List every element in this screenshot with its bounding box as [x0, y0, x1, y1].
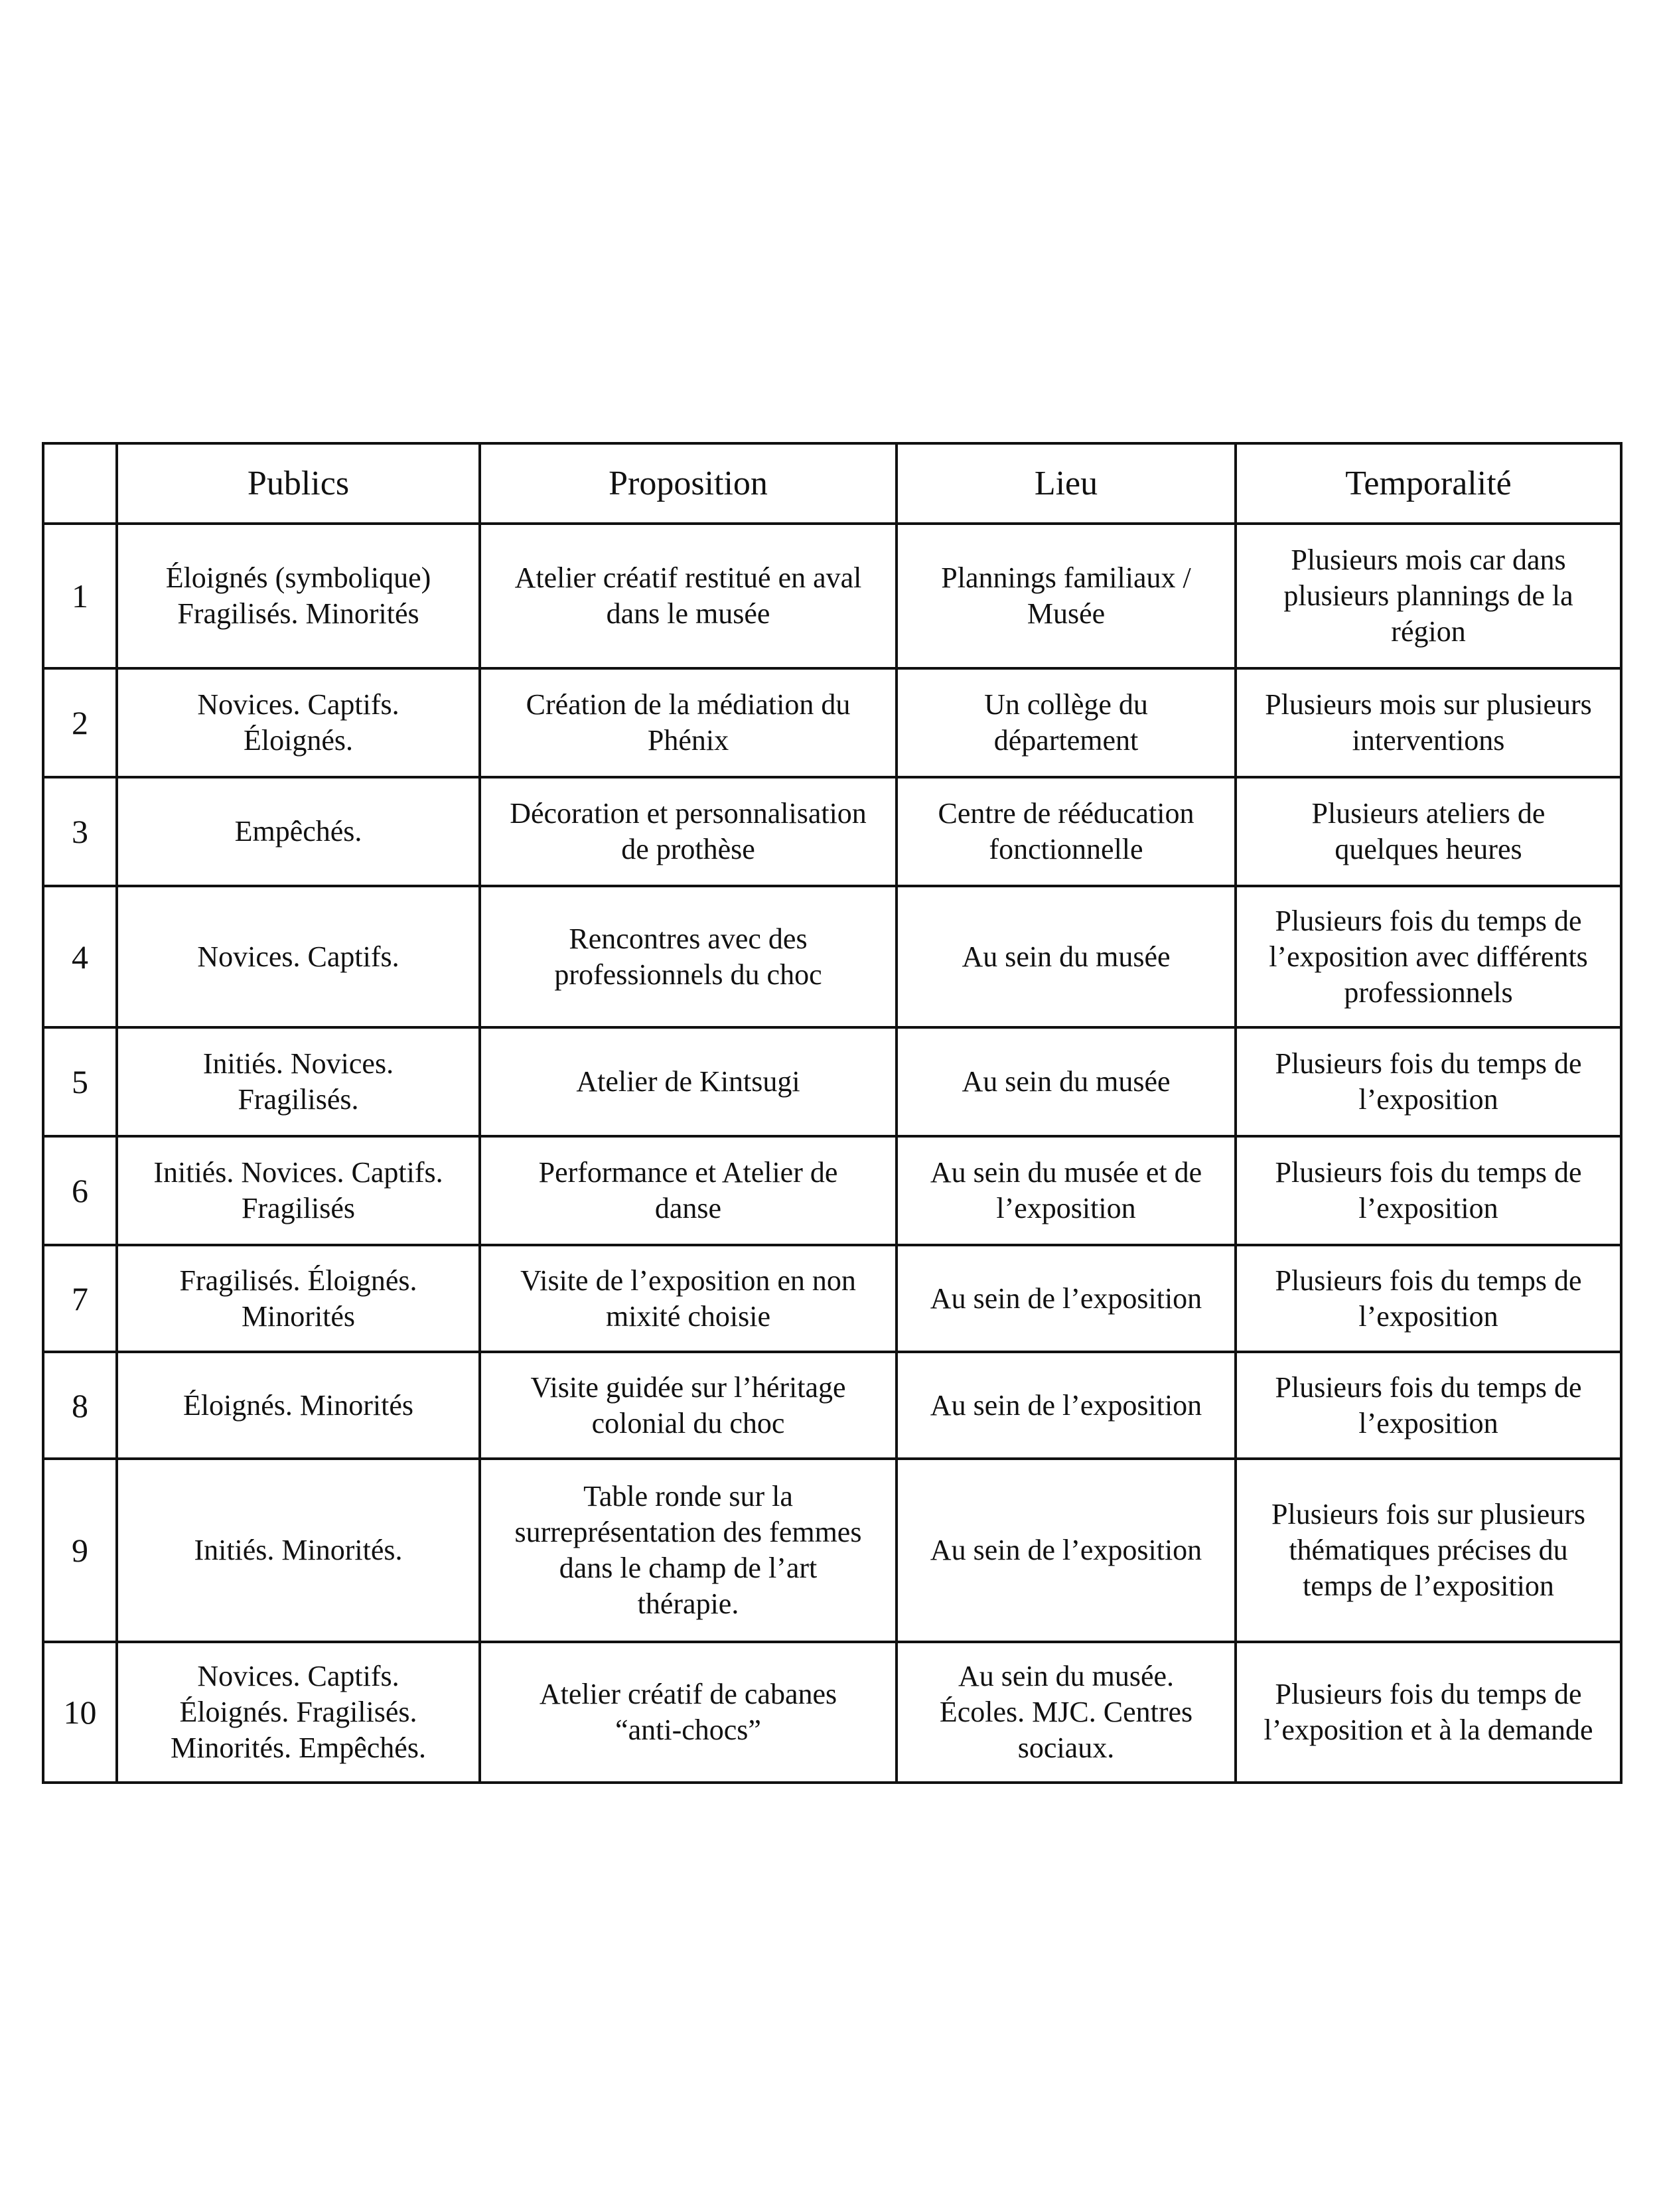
cell-temporalite: Plusieurs fois du temps de l’exposition: [1236, 1352, 1621, 1459]
row-number: 9: [43, 1459, 117, 1642]
cell-lieu: Au sein de l’exposition: [897, 1459, 1236, 1642]
header-lieu: Lieu: [897, 443, 1236, 524]
row-number: 2: [43, 668, 117, 777]
cell-publics: Novices. Captifs. Éloignés.: [117, 668, 480, 777]
table-row: [43, 777, 1621, 886]
cell-publics: Empêchés.: [117, 777, 480, 886]
cell-publics: Novices. Captifs.: [117, 886, 480, 1027]
row-number: 5: [43, 1027, 117, 1136]
row-number: 3: [43, 777, 117, 886]
cell-proposition: Création de la médiation du Phénix: [480, 668, 897, 777]
table-header-row: [43, 443, 1621, 524]
table-row: [43, 886, 1621, 1027]
table-row: [43, 1459, 1621, 1642]
cell-lieu: Centre de rééducation fonctionnelle: [897, 777, 1236, 886]
cell-proposition: Visite de l’exposition en non mixité choisie: [480, 1245, 897, 1352]
cell-temporalite: Plusieurs fois du temps de l’exposition: [1236, 1136, 1621, 1245]
row-number: 10: [43, 1642, 117, 1783]
row-number: 8: [43, 1352, 117, 1459]
cell-temporalite: Plusieurs mois sur plusieurs interventions: [1236, 668, 1621, 777]
cell-temporalite: Plusieurs mois car dans plusieurs plannings de la région: [1236, 524, 1621, 668]
cell-proposition: Visite guidée sur l’héritage colonial du choc: [480, 1352, 897, 1459]
cell-publics: Initiés. Novices. Fragilisés.: [117, 1027, 480, 1136]
cell-publics: Initiés. Minorités.: [117, 1459, 480, 1642]
cell-temporalite: Plusieurs fois du temps de l’exposition: [1236, 1245, 1621, 1352]
cell-lieu: Au sein du musée: [897, 1027, 1236, 1136]
cell-publics: Fragilisés. Éloignés. Minorités: [117, 1245, 480, 1352]
cell-proposition: Atelier créatif restitué en aval dans le musée: [480, 524, 897, 668]
header-proposition: Proposition: [480, 443, 897, 524]
cell-proposition: Performance et Atelier de danse: [480, 1136, 897, 1245]
row-number: 6: [43, 1136, 117, 1245]
table-row: [43, 524, 1621, 668]
table-row: [43, 1136, 1621, 1245]
table-row: [43, 1352, 1621, 1459]
cell-publics: Éloignés (symbolique) Fragilisés. Minorités: [117, 524, 480, 668]
table-row: [43, 1027, 1621, 1136]
table-row: [43, 1642, 1621, 1783]
cell-temporalite: Plusieurs ateliers de quelques heures: [1236, 777, 1621, 886]
cell-temporalite: Plusieurs fois du temps de l’exposition: [1236, 1027, 1621, 1136]
header-temporalite: Temporalité: [1236, 443, 1621, 524]
row-number: 1: [43, 524, 117, 668]
cell-temporalite: Plusieurs fois du temps de l’exposition avec différents professionnels: [1236, 886, 1621, 1027]
cell-proposition: Rencontres avec des professionnels du choc: [480, 886, 897, 1027]
row-number: 4: [43, 886, 117, 1027]
cell-lieu: Un collège du département: [897, 668, 1236, 777]
cell-lieu: Au sein du musée et de l’exposition: [897, 1136, 1236, 1245]
cell-lieu: Au sein de l’exposition: [897, 1245, 1236, 1352]
cell-publics: Initiés. Novices. Captifs. Fragilisés: [117, 1136, 480, 1245]
cell-temporalite: Plusieurs fois du temps de l’exposition et à la demande: [1236, 1642, 1621, 1783]
cell-temporalite: Plusieurs fois sur plusieurs thématiques précises du temps de l’exposition: [1236, 1459, 1621, 1642]
cell-proposition: Atelier de Kintsugi: [480, 1027, 897, 1136]
cell-publics: Éloignés. Minorités: [117, 1352, 480, 1459]
table-row: [43, 1245, 1621, 1352]
table-row: [43, 668, 1621, 777]
cell-proposition: Décoration et personnalisation de prothèse: [480, 777, 897, 886]
cell-lieu: Plannings familiaux / Musée: [897, 524, 1236, 668]
actions-table: [42, 442, 1623, 1784]
cell-proposition: Table ronde sur la surreprésentation des femmes dans le champ de l’art thérapie.: [480, 1459, 897, 1642]
cell-lieu: Au sein de l’exposition: [897, 1352, 1236, 1459]
cell-lieu: Au sein du musée: [897, 886, 1236, 1027]
row-number: 7: [43, 1245, 117, 1352]
cell-proposition: Atelier créatif de cabanes “anti-chocs”: [480, 1642, 897, 1783]
cell-lieu: Au sein du musée. Écoles. MJC. Centres sociaux.: [897, 1642, 1236, 1783]
header-publics: Publics: [117, 443, 480, 524]
cell-publics: Novices. Captifs. Éloignés. Fragilisés. Minorités. Empêchés.: [117, 1642, 480, 1783]
header-index: [43, 443, 117, 524]
